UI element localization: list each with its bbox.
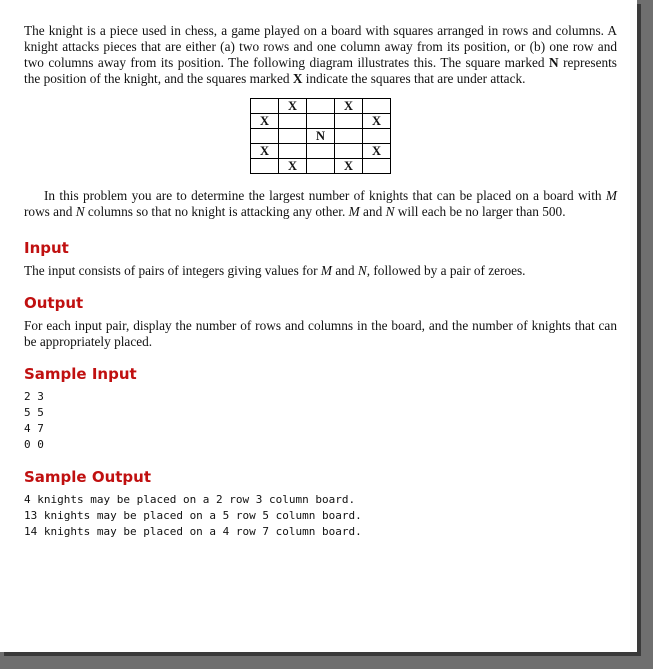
- sample-input-line: 2 3: [24, 390, 44, 403]
- problem-text: will each be no larger than 500.: [394, 204, 566, 219]
- problem-text: and: [359, 204, 386, 219]
- sample-input-line: 4 7: [24, 422, 44, 435]
- board-cell: [363, 99, 391, 114]
- board-cell: X: [279, 159, 307, 174]
- board-cell: X: [335, 159, 363, 174]
- board-row: [251, 129, 391, 144]
- output-paragraph: For each input pair, display the number of rows and columns in the board, and the number of knights that can be appropriately placed.: [24, 318, 617, 349]
- sample-output-line: 13 knights may be placed on a 5 row 5 column board.: [24, 509, 362, 522]
- sample-input-heading: Sample Input: [24, 365, 137, 383]
- intro-text: The knight is a piece used in chess, a game played on a board with squares arranged in rows and columns. A knight attacks pieces that are either (a) two rows and one column away from its position, or (b) one row and two columns away from its position. The following diagram illustrates this. The square marked: [24, 23, 617, 70]
- board-cell: [307, 144, 335, 159]
- intro-text: indicate the squares that are under attack.: [302, 71, 526, 86]
- board-cell: [335, 144, 363, 159]
- input-paragraph: [24, 263, 617, 279]
- board-cell: [279, 129, 307, 144]
- board-cell: [335, 114, 363, 129]
- problem-statement: [24, 23, 617, 540]
- input-text: The input consists of pairs of integers giving values for: [24, 263, 321, 278]
- sample-output-block: [24, 492, 617, 540]
- sample-output-line: 14 knights may be placed on a 4 row 7 column board.: [24, 525, 362, 538]
- input-text: and: [332, 263, 358, 278]
- board-cell: X: [363, 114, 391, 129]
- knight-mark: N: [549, 55, 559, 70]
- problem-text: columns so that no knight is attacking any other.: [84, 204, 349, 219]
- sample-input-line: 0 0: [24, 438, 44, 451]
- board-cell: [251, 159, 279, 174]
- problem-paragraph: [24, 188, 617, 220]
- math-variable: N: [385, 204, 395, 219]
- board-cell: X: [363, 144, 391, 159]
- sample-input-line: 5 5: [24, 406, 44, 419]
- board-cell: [279, 144, 307, 159]
- math-variable: M: [605, 188, 617, 203]
- intro-paragraph: [24, 23, 617, 87]
- board-cell: [251, 99, 279, 114]
- board-row: [251, 144, 391, 159]
- board-cell: N: [307, 129, 335, 144]
- board-cell: [363, 129, 391, 144]
- board-cell: X: [335, 99, 363, 114]
- board-cell: X: [251, 144, 279, 159]
- board-cell: X: [279, 99, 307, 114]
- board-cell: [335, 129, 363, 144]
- board-cell: X: [251, 114, 279, 129]
- board-row: [251, 159, 391, 174]
- board-cell: [307, 114, 335, 129]
- input-text: , followed by a pair of zeroes.: [366, 263, 526, 278]
- knight-board: [250, 98, 391, 174]
- board-cell: [363, 159, 391, 174]
- math-variable: N: [357, 263, 367, 278]
- input-heading: Input: [24, 239, 69, 257]
- intro-text: represents the position of the knight, and the squares marked: [24, 55, 617, 86]
- board-row: [251, 114, 391, 129]
- board-cell: [279, 114, 307, 129]
- board-cell: [251, 129, 279, 144]
- attack-mark: X: [292, 71, 303, 86]
- board-cell: [307, 159, 335, 174]
- math-variable: M: [348, 204, 360, 219]
- math-variable: M: [320, 263, 332, 278]
- board-cell: [307, 99, 335, 114]
- sample-input-block: [24, 389, 617, 453]
- board-row: [251, 99, 391, 114]
- problem-text: In this problem you are to determine the largest number of knights that can be placed on a board with: [44, 188, 606, 203]
- math-variable: N: [75, 204, 85, 219]
- knight-diagram: [24, 98, 617, 174]
- problem-text: rows and: [24, 204, 76, 219]
- output-heading: Output: [24, 294, 84, 312]
- sample-output-heading: Sample Output: [24, 468, 152, 486]
- sample-output-line: 4 knights may be placed on a 2 row 3 column board.: [24, 493, 356, 506]
